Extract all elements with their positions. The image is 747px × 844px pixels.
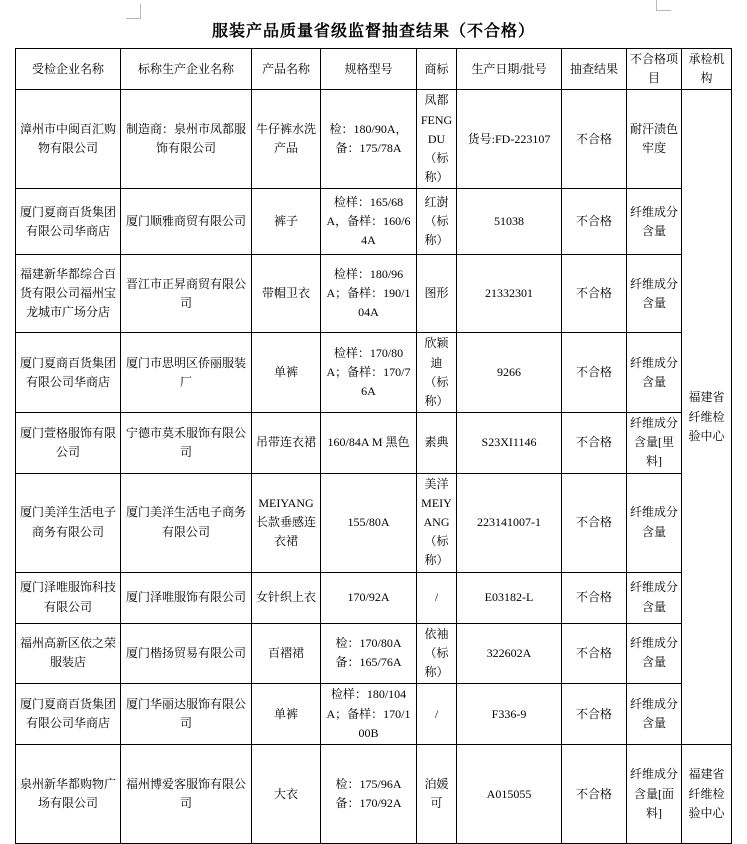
inspection-results-table (15, 48, 732, 844)
page-title: 服装产品质量省级监督抽查结果（不合格） (211, 23, 535, 40)
table-row (16, 333, 732, 413)
cell-defect: 纤维成分含量[里料] (627, 413, 682, 474)
cell-producer: 厦门泽唯服饰有限公司 (121, 572, 252, 623)
cell-batch: 货号:FD-223107 (457, 90, 562, 189)
cell-company: 福建新华都综合百货有限公司福州宝龙城市广场分店 (16, 255, 121, 333)
cell-result: 不合格 (562, 333, 627, 413)
cell-result: 不合格 (562, 684, 627, 745)
cell-spec: 检：180/90A，备：175/78A (321, 90, 417, 189)
cell-company: 漳州市中闽百汇购物有限公司 (16, 90, 121, 189)
cell-brand: 素典 (417, 413, 457, 474)
cell-result: 不合格 (562, 413, 627, 474)
table-row (16, 623, 732, 684)
table-row (16, 90, 732, 189)
cell-result: 不合格 (562, 745, 627, 844)
cell-agency-merged: 福建省纤维检验中心 (682, 90, 732, 745)
header-producer: 标称生产企业名称 (121, 49, 252, 90)
cell-spec: 160/84A M 黑色 (321, 413, 417, 474)
header-agency: 承检机构 (682, 49, 732, 90)
cell-producer: 厦门美洋生活电子商务有限公司 (121, 473, 252, 572)
cell-product: 大衣 (252, 745, 321, 844)
table-row (16, 189, 732, 255)
cell-producer: 宁德市莫禾服饰有限公司 (121, 413, 252, 474)
cell-brand: 美洋 MEIYANG（标称） (417, 473, 457, 572)
table-row (16, 684, 732, 745)
cell-producer: 制造商：泉州市凤都服饰有限公司 (121, 90, 252, 189)
cell-company: 厦门夏商百货集团有限公司华商店 (16, 333, 121, 413)
cell-product: 牛仔裤水洗产品 (252, 90, 321, 189)
cell-defect: 纤维成分含量[面料] (627, 745, 682, 844)
cell-defect: 纤维成分含量 (627, 255, 682, 333)
cell-brand: 红澍（标称） (417, 189, 457, 255)
cell-company: 厦门夏商百货集团有限公司华商店 (16, 684, 121, 745)
header-product: 产品名称 (252, 49, 321, 90)
cell-company: 厦门泽唯服饰科技有限公司 (16, 572, 121, 623)
cell-brand: / (417, 572, 457, 623)
cell-result: 不合格 (562, 90, 627, 189)
cell-product: 单裤 (252, 333, 321, 413)
cell-producer: 厦门市思明区侨丽服装厂 (121, 333, 252, 413)
header-batch: 生产日期/批号 (457, 49, 562, 90)
crop-mark-top-right (656, 0, 657, 11)
cell-defect: 纤维成分含量 (627, 623, 682, 684)
cell-defect: 纤维成分含量 (627, 333, 682, 413)
cell-company: 福州高新区依之荣服装店 (16, 623, 121, 684)
cell-defect: 纤维成分含量 (627, 572, 682, 623)
header-spec: 规格型号 (321, 49, 417, 90)
table-row (16, 413, 732, 474)
cell-batch: A015055 (457, 745, 562, 844)
cell-spec: 检：170/80A 备：165/76A (321, 623, 417, 684)
cell-product: MEIYANG 长款垂感连衣裙 (252, 473, 321, 572)
cell-spec: 检样：170/80A；备样：170/76A (321, 333, 417, 413)
cell-spec: 155/80A (321, 473, 417, 572)
crop-mark-top-right (656, 10, 671, 11)
cell-batch: 51038 (457, 189, 562, 255)
cell-brand: 欣颖迪（标称） (417, 333, 457, 413)
cell-producer: 晋江市正昇商贸有限公司 (121, 255, 252, 333)
cell-batch: 21332301 (457, 255, 562, 333)
cell-defect: 纤维成分含量 (627, 684, 682, 745)
cell-product: 裤子 (252, 189, 321, 255)
cell-product: 带帽卫衣 (252, 255, 321, 333)
cell-batch: E03182-L (457, 572, 562, 623)
cell-producer: 福州博爱客服饰有限公司 (121, 745, 252, 844)
cell-agency: 福建省纤维检验中心 (682, 745, 732, 844)
cell-company: 泉州新华都购物广场有限公司 (16, 745, 121, 844)
cell-company: 厦门美洋生活电子商务有限公司 (16, 473, 121, 572)
cell-batch: 9266 (457, 333, 562, 413)
cell-product: 吊带连衣裙 (252, 413, 321, 474)
cell-defect: 耐汗渍色牢度 (627, 90, 682, 189)
header-brand: 商标 (417, 49, 457, 90)
cell-spec: 检样：180/104A；备样：170/100B (321, 684, 417, 745)
cell-batch: F336-9 (457, 684, 562, 745)
cell-result: 不合格 (562, 473, 627, 572)
cell-batch: 322602A (457, 623, 562, 684)
cell-result: 不合格 (562, 189, 627, 255)
cell-result: 不合格 (562, 623, 627, 684)
table-row (16, 745, 732, 844)
table-row (16, 572, 732, 623)
cell-company: 厦门萱格服饰有限公司 (16, 413, 121, 474)
cell-result: 不合格 (562, 572, 627, 623)
cell-producer: 厦门顺雅商贸有限公司 (121, 189, 252, 255)
cell-product: 百褶裙 (252, 623, 321, 684)
crop-mark-top-left (140, 4, 141, 19)
header-result: 抽查结果 (562, 49, 627, 90)
cell-defect: 纤维成分含量 (627, 189, 682, 255)
cell-product: 单裤 (252, 684, 321, 745)
cell-producer: 厦门华丽达服饰有限公司 (121, 684, 252, 745)
header-defect: 不合格项目 (627, 49, 682, 90)
cell-defect: 纤维成分含量 (627, 473, 682, 572)
table-row (16, 473, 732, 572)
cell-producer: 厦门楷扬贸易有限公司 (121, 623, 252, 684)
cell-company: 厦门夏商百货集团有限公司华商店 (16, 189, 121, 255)
table-header-row (16, 49, 732, 90)
cell-spec: 检样：180/96A；备样：190/104A (321, 255, 417, 333)
table-row (16, 255, 732, 333)
cell-brand: 图形 (417, 255, 457, 333)
cell-spec: 检：175/96A 备：170/92A (321, 745, 417, 844)
cell-spec: 检样：165/68A，备样：160/64A (321, 189, 417, 255)
cell-batch: 223141007-1 (457, 473, 562, 572)
cell-spec: 170/92A (321, 572, 417, 623)
cell-batch: S23XI1146 (457, 413, 562, 474)
cell-brand: 泊媛可 (417, 745, 457, 844)
header-company: 受检企业名称 (16, 49, 121, 90)
cell-brand: / (417, 684, 457, 745)
cell-result: 不合格 (562, 255, 627, 333)
cell-brand: 凤都 FENG DU（标称） (417, 90, 457, 189)
cell-product: 女针织上衣 (252, 572, 321, 623)
cell-brand: 依袖（标称） (417, 623, 457, 684)
